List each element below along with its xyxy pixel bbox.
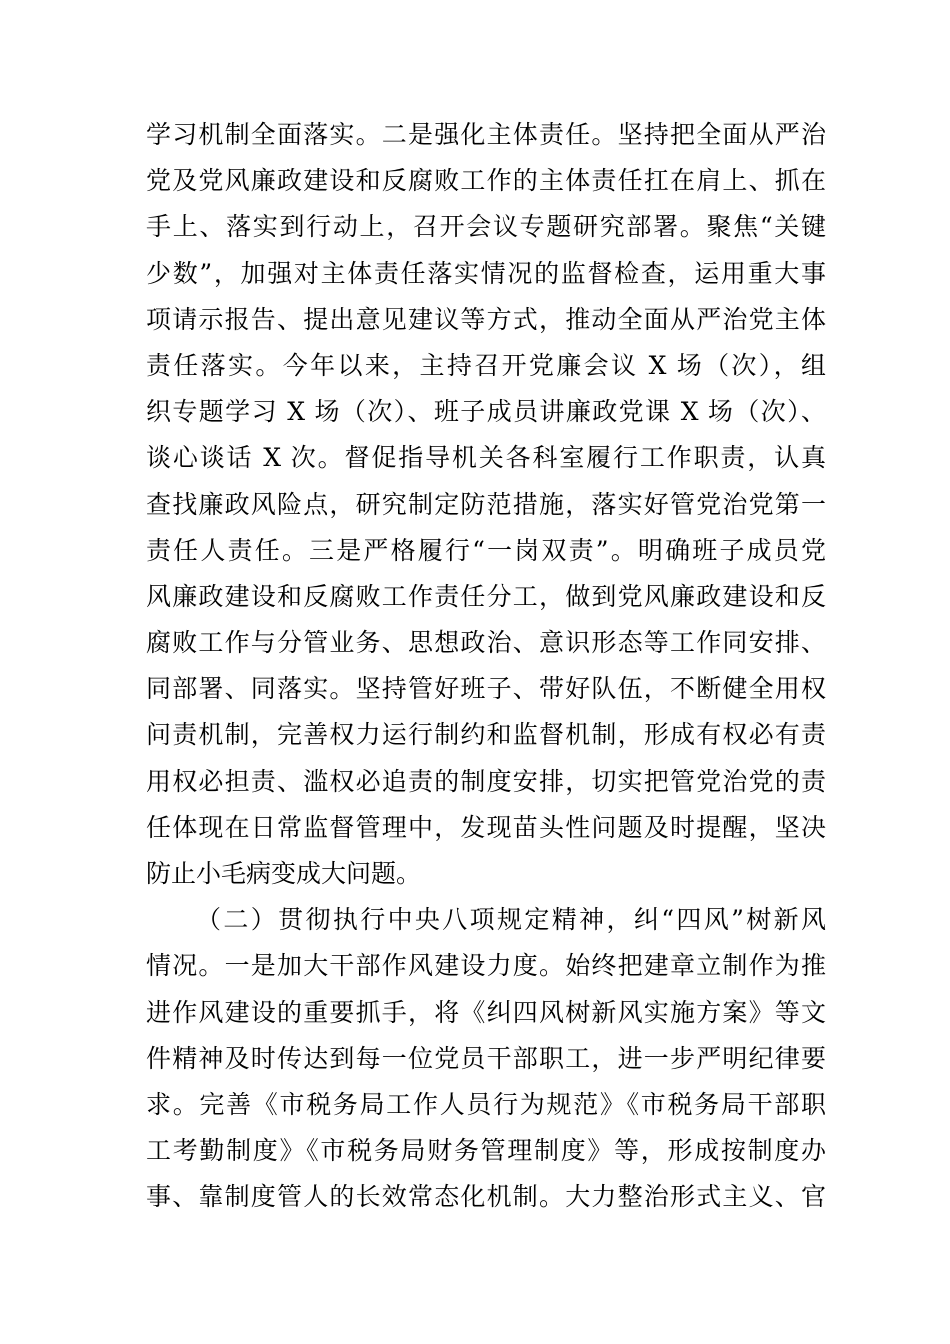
text-line: 学习机制全面落实。二是强化主体责任。坚持把全面从严治 xyxy=(146,120,826,149)
section-heading-line: （二）贯彻执行中央八项规定精神，纠“四风”树新风 xyxy=(196,905,826,935)
text-line: 党及党风廉政建设和反腐败工作的主体责任扛在肩上、抓在 xyxy=(146,166,826,196)
text-line: 风廉政建设和反腐败工作责任分工，做到党风廉政建设和反 xyxy=(146,581,826,611)
text-line: 工考勤制度》《市税务局财务管理制度》等，形成按制度办 xyxy=(146,1136,826,1166)
text-line: 件精神及时传达到每一位党员干部职工，进一步严明纪律要 xyxy=(146,1043,826,1073)
text-line: 事、靠制度管人的长效常态化机制。大力整治形式主义、官 xyxy=(146,1182,826,1212)
text-line: 谈心谈话 X 次。督促指导机关各科室履行工作职责，认真 xyxy=(146,443,826,473)
text-line: 进作风建设的重要抓手，将《纠四风树新风实施方案》等文 xyxy=(146,997,826,1027)
text-line: 同部署、同落实。坚持管好班子、带好队伍，不断健全用权 xyxy=(146,674,826,704)
text-line: 求。完善《市税务局工作人员行为规范》《市税务局干部职 xyxy=(146,1089,826,1119)
text-line: 腐败工作与分管业务、思想政治、意识形态等工作同安排、 xyxy=(146,628,826,658)
text-line: 问责机制，完善权力运行制约和监督机制，形成有权必有责 xyxy=(146,720,826,750)
text-line: 查找廉政风险点，研究制定防范措施，落实好管党治党第一 xyxy=(146,489,826,519)
paragraph-end-line: 防止小毛病变成大问题。 xyxy=(146,859,422,888)
text-line: 用权必担责、滥权必追责的制度安排，切实把管党治党的责 xyxy=(146,766,826,796)
text-line: 项请示报告、提出意见建议等方式，推动全面从严治党主体 xyxy=(146,304,826,334)
text-line: 情况。一是加大干部作风建设力度。始终把建章立制作为推 xyxy=(146,951,826,981)
text-line: 责任落实。今年以来，主持召开党廉会议 X 场（次），组 xyxy=(146,350,826,380)
text-line: 手上、落实到行动上，召开会议专题研究部署。聚焦“关键 xyxy=(146,212,826,242)
text-line: 任体现在日常监督管理中，发现苗头性问题及时提醒，坚决 xyxy=(146,812,826,842)
text-line: 织专题学习 X 场（次）、班子成员讲廉政党课 X 场（次）、 xyxy=(146,397,826,427)
text-line: 责任人责任。三是严格履行“一岗双责”。明确班子成员党 xyxy=(146,535,826,565)
text-line: 少数”，加强对主体责任落实情况的监督检查，运用重大事 xyxy=(146,258,826,288)
body-text xyxy=(146,112,826,1221)
